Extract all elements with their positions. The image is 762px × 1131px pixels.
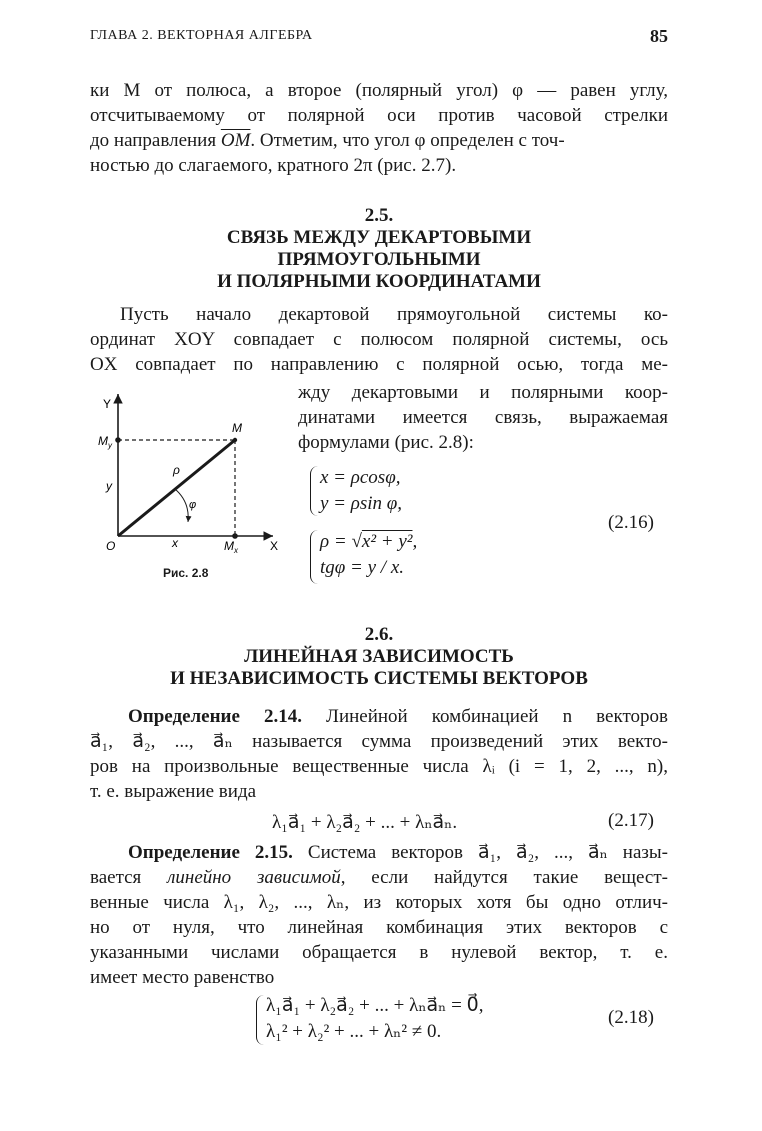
label-rho: ρ: [173, 463, 180, 477]
section-title-line-1: ЛИНЕЙНАЯ ЗАВИСИМОСТЬ: [244, 646, 514, 667]
chapter-title: ГЛАВА 2. ВЕКТОРНАЯ АЛГЕБРА: [90, 28, 313, 43]
label-x-axis: X: [270, 539, 279, 553]
figure-caption: Рис. 2.8: [163, 566, 209, 580]
eq-number-2-18: (2.18): [608, 1007, 654, 1028]
s25-line-3: OX совпадает по направлению с полярной осью, тогда ме-: [90, 354, 668, 375]
def-2-14-line-4: т. е. выражение вида: [90, 781, 257, 802]
definition-2-14: [90, 704, 668, 804]
s25-line-6: формулами (рис. 2.8):: [298, 432, 474, 453]
def-2-15-line-3: венные числа λ₁, λ₂, ..., λₙ, из которых хотя бы одно отлич-: [90, 892, 668, 913]
page-number: 85: [650, 26, 668, 46]
section-title-line-1: СВЯЗЬ МЕЖДУ ДЕКАРТОВЫМИ: [226, 227, 532, 248]
vector-om: $\overline{OM}$: [220, 130, 251, 151]
label-y-axis: Y: [103, 397, 112, 411]
angle-arc: [175, 489, 188, 522]
formula-2-17: [272, 810, 457, 836]
label-x-coord: x: [172, 536, 178, 550]
def-2-15-line-1: Определение 2.15. Система векторов a⃗₁, a⃗₂, ..., a⃗ₙ назы-: [128, 842, 668, 863]
intro-line-2: отсчитываемому от полярной оси против часовой стрелки: [90, 105, 668, 126]
section-2-5-wrapped: [298, 380, 668, 455]
label-origin: O: [106, 539, 116, 553]
eq-number-2-16: (2.16): [608, 512, 654, 533]
label-m: M: [232, 421, 242, 435]
intro-line-1: ки M от полюса, а второе (полярный угол) φ — равен углу,: [90, 80, 668, 101]
section-number: 2.5.: [364, 205, 394, 226]
label-phi: φ: [189, 499, 197, 511]
def-2-15-line-5: указанными числами обращается в нулевой вектор, т. е.: [90, 942, 668, 963]
figure-2-8: [98, 392, 298, 592]
eq-zero-combination: λ₁a⃗₁ + λ₂a⃗₂ + ... + λₙa⃗ₙ = 0⃗,: [266, 995, 484, 1016]
def-2-15-line-4: но от нуля, что линейная комбинация этих векторов с: [90, 917, 668, 938]
radius-vector: [118, 440, 235, 536]
intro-paragraph: [90, 78, 668, 178]
eq-tg-phi: tgφ = y / x.: [320, 557, 405, 578]
polar-cartesian-diagram: [98, 392, 298, 562]
eq-number-2-17: (2.17): [608, 810, 654, 831]
system-2-18: [266, 993, 483, 1045]
eq-nonzero-squares: λ₁² + λ₂² + ... + λₙ² ≠ 0.: [266, 1021, 442, 1042]
s25-line-2: ординат XOY совпадает с полюсом полярной системы, ось: [90, 329, 668, 350]
term-linearly-dependent: линейно зависимой: [167, 867, 341, 888]
brace-2-16-lower: [310, 530, 319, 584]
intro-line-3: до направления $\overline{OM}$. Отметим, что угол φ определен с точ-: [90, 130, 565, 151]
s25-line-1: Пусть начало декартовой прямоугольной системы ко-: [120, 304, 668, 325]
label-mx: $M_x$: [224, 539, 238, 555]
def-2-14-line-1: Определение 2.14. Линейной комбинацией n векторов: [128, 706, 668, 727]
def-2-15-label: Определение 2.15.: [128, 842, 293, 863]
section-number: 2.6.: [364, 624, 394, 645]
brace-2-16-upper: [310, 466, 319, 516]
def-2-15-line-2: вается линейно зависимой, если найдутся такие вещест-: [90, 867, 668, 888]
eq-y-rho-sin: y = ρsin φ,: [320, 493, 403, 514]
linear-combination: λ₁a⃗₁ + λ₂a⃗₂ + ... + λₙa⃗ₙ.: [272, 812, 458, 833]
eq-rho-sqrt: ρ = √x² + y²,: [320, 531, 418, 552]
label-my: $M_y$: [98, 434, 112, 450]
eq-x-rho-cos: x = ρcosφ,: [320, 467, 401, 488]
section-2-5-heading: [90, 205, 668, 293]
def-2-15-line-6: имеет место равенство: [90, 967, 275, 988]
label-y-coord: y: [106, 479, 112, 493]
def-2-14-line-2: a⃗₁, a⃗₂, ..., a⃗ₙ называется сумма произведений этих векто-: [90, 731, 668, 752]
running-header: [90, 26, 668, 48]
def-2-14-label: Определение 2.14.: [128, 706, 302, 727]
point-mx: [232, 533, 238, 539]
point-my: [115, 437, 121, 443]
section-title-line-2: И НЕЗАВИСИМОСТЬ СИСТЕМЫ ВЕКТОРОВ: [170, 668, 588, 689]
section-2-5-paragraph: [90, 302, 668, 377]
point-m: [233, 438, 237, 442]
definition-2-15: [90, 840, 668, 990]
intro-line-4: ностью до слагаемого, кратного 2π (рис. 2.7).: [90, 155, 457, 176]
section-title-line-2: ПРЯМОУГОЛЬНЫМИ: [277, 249, 481, 270]
system-2-16: [320, 465, 417, 581]
s25-line-4: жду декартовыми и полярными коор-: [298, 382, 668, 403]
brace-2-18: [256, 995, 265, 1045]
section-title-line-3: И ПОЛЯРНЫМИ КООРДИНАТАМИ: [217, 271, 541, 292]
section-2-6-heading: [90, 624, 668, 690]
s25-line-5: динатами имеется связь, выражаемая: [298, 407, 668, 428]
def-2-14-line-3: ров на произвольные вещественные числа λᵢ (i = 1, 2, ..., n),: [90, 756, 668, 777]
